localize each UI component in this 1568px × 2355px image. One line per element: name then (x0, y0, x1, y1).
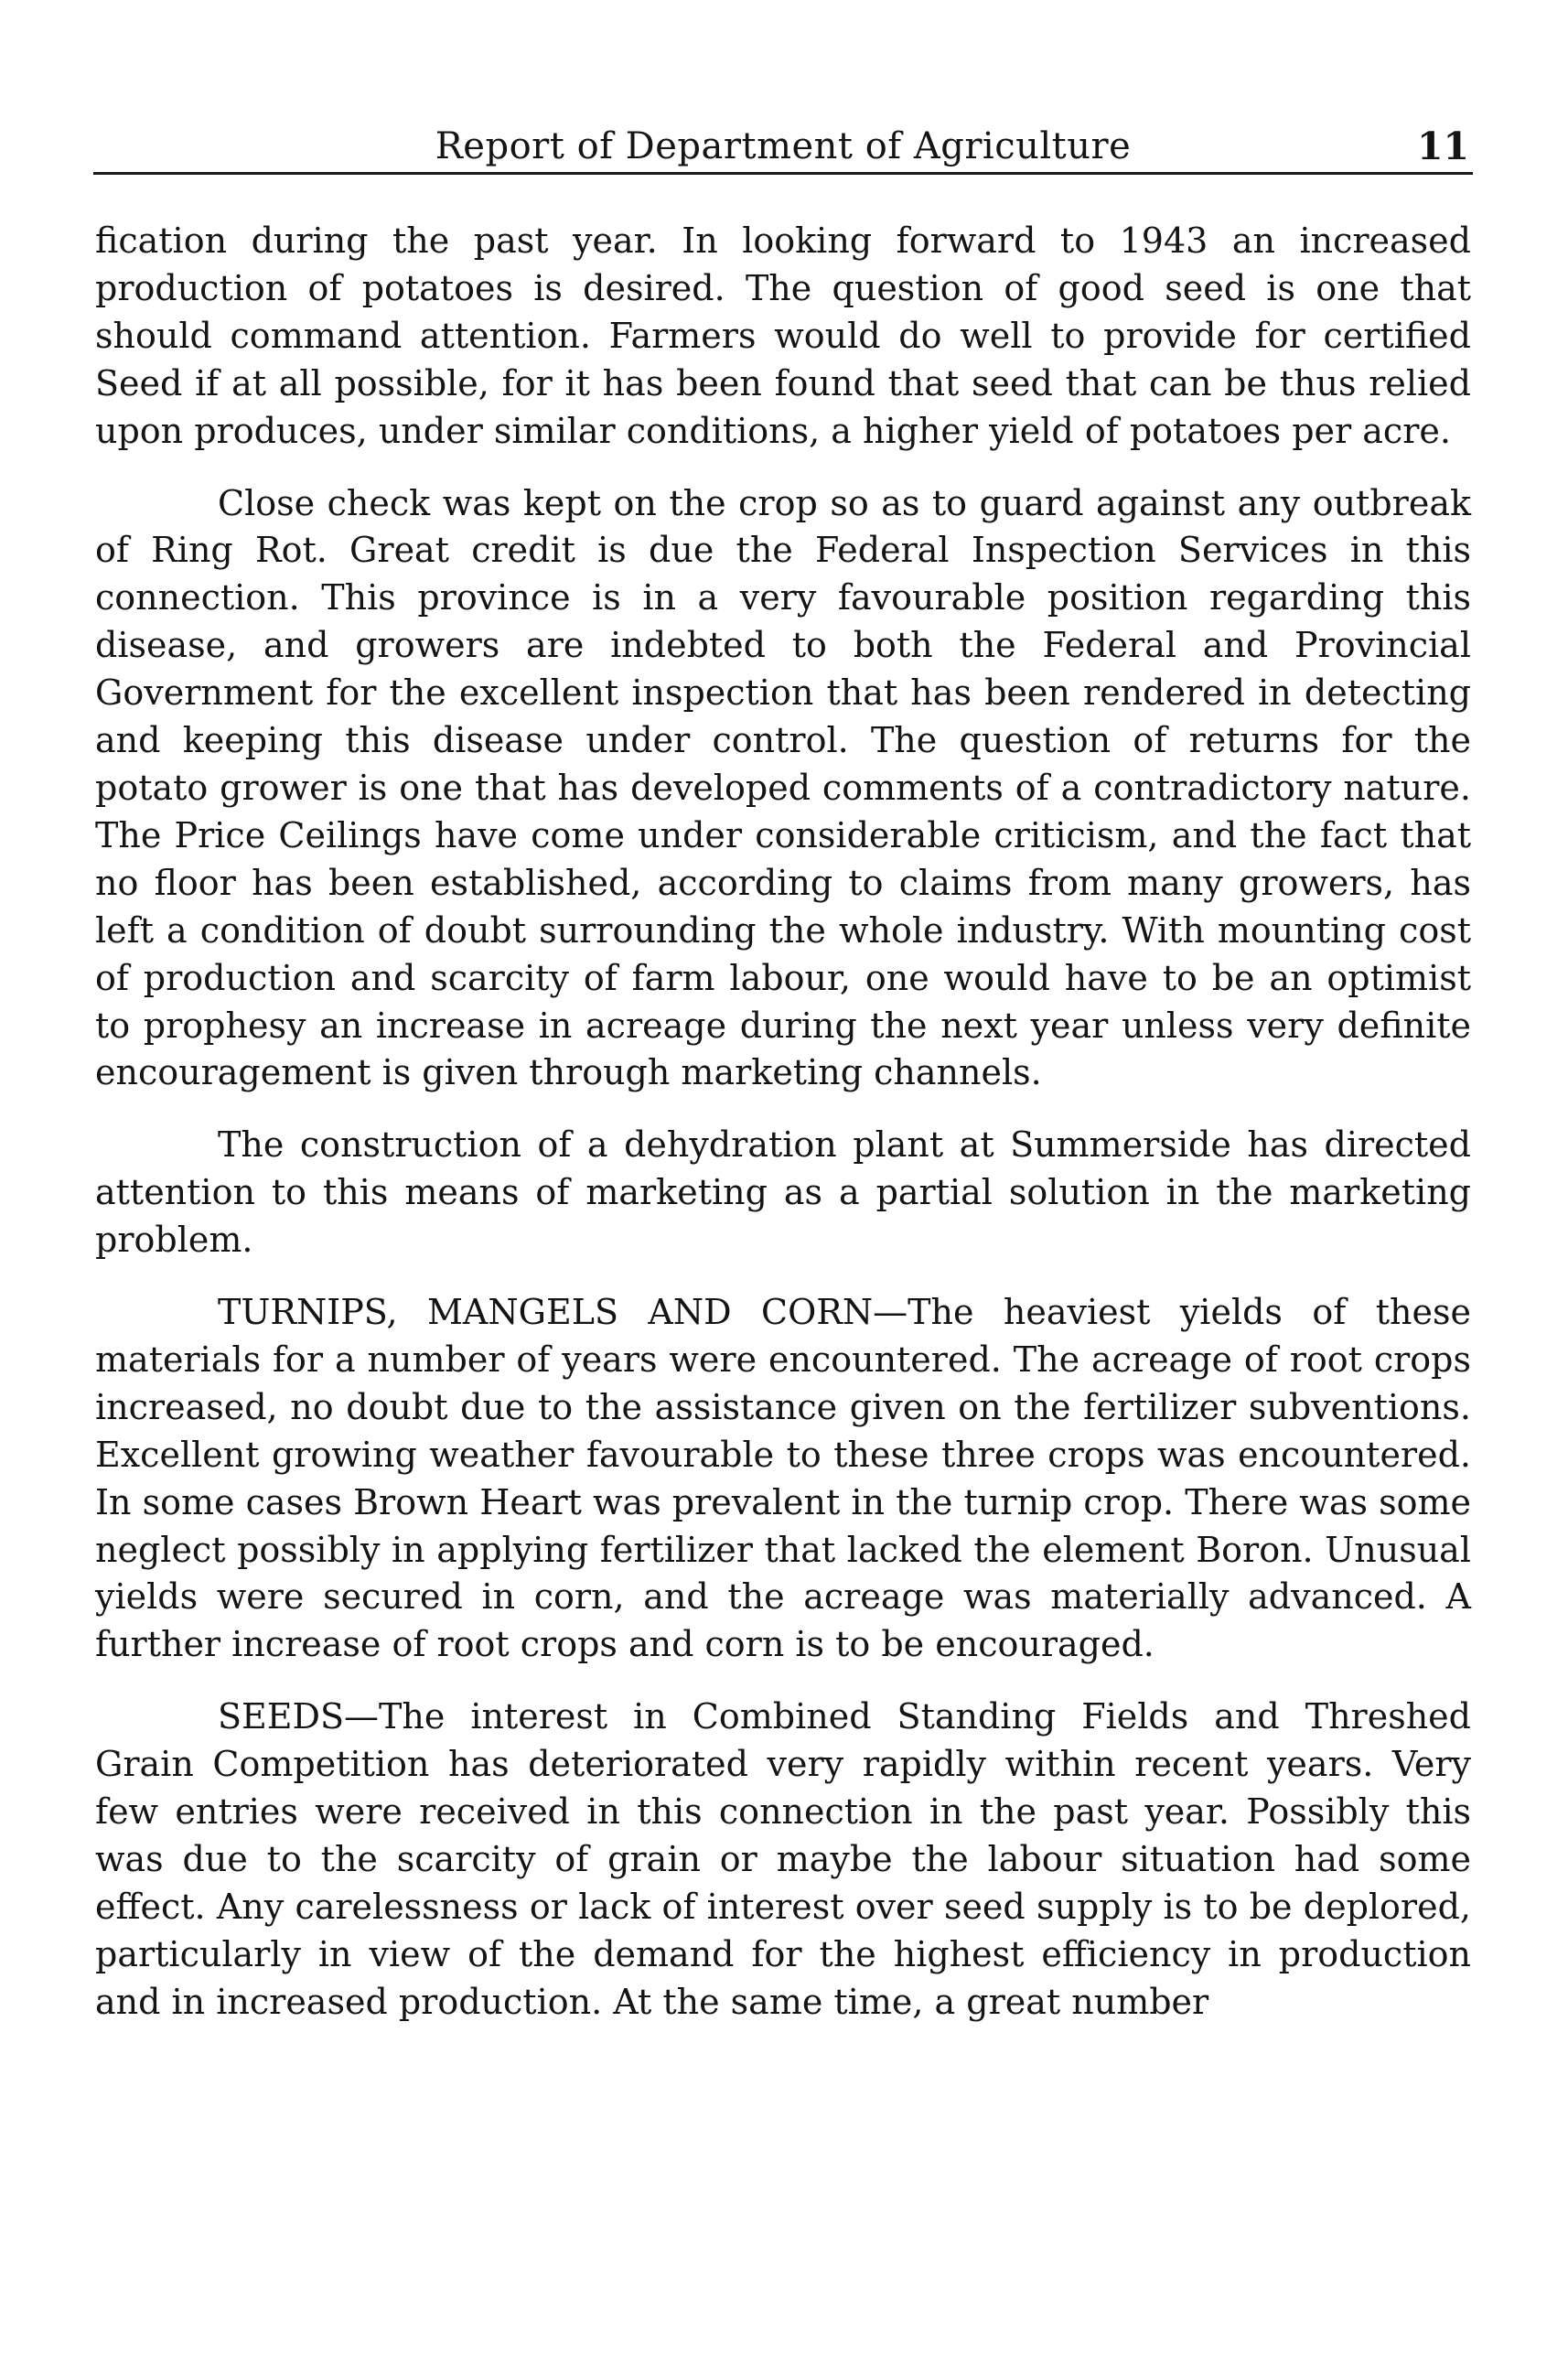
page-number: 11 (1416, 124, 1469, 168)
paragraph-seeds: SEEDS—The interest in Combined Standing Fields and Threshed Grain Competition has deteriorated very rapidly within recent years. Very few entries were received in this connection in the past year. Possibly this was due to the scarcity of grain or maybe the labour situation had some effect. Any carelessness or lack of interest over seed supply is to be deplored, particularly in view of the demand for the highest efficiency in production and in increased production. At the same time, a great number (95, 1696, 1471, 2022)
running-header (93, 117, 1473, 176)
header-title: Report of Department of Agriculture (435, 125, 1132, 167)
body-text (95, 218, 1471, 2051)
paragraph-dehydration: The construction of a dehydration plant at Summerside has directed attention to this means of marketing as a partial solution in the marketing problem. (95, 1124, 1471, 1261)
paragraph-turnips: TURNIPS, MANGELS AND CORN—The heaviest yields of these materials for a number of years were encountered. The acreage of root crops increased, no doubt due to the assistance given on the fertilizer subventions. Excellent growing weather favourable to these three crops was encountered. In some cases Brown Heart was prevalent in the turnip crop. There was some neglect possibly in applying fertilizer that lacked the element Boron. Unusual yields were secured in corn, and the acreage was materially advanced. A further increase of root crops and corn is to be encouraged. (95, 1292, 1471, 1665)
paragraph-continuation: fication during the past year. In looking forward to 1943 an increased production of potatoes is desired. The question of good seed is one that should command attention. Farmers would do well to provide for certified Seed if at all possible, for it has been found that seed that can be thus relied upon produces, under similar conditions, a higher yield of potatoes per acre. (95, 220, 1471, 451)
header-rule (93, 172, 1473, 175)
paragraph-ring-rot: Close check was kept on the crop so as to guard against any outbreak of Ring Rot. Great credit is due the Federal Inspection Services in this connection. This province is in a very favourable position regarding this disease, and growers are indebted to both the Federal and Provincial Government for the excellent inspection that has been rendered in detecting and keeping this disease under control. The question of returns for the potato grower is one that has developed comments of a contradictory nature. The Price Ceilings have come under considerable criticism, and the fact that no floor has been established, according to claims from many growers, has left a condition of doubt surrounding the whole industry. With mounting cost of production and scarcity of farm labour, one would have to be an optimist to prophesy an increase in acreage during the next year unless very definite encouragement is given through marketing channels. (95, 482, 1471, 1093)
